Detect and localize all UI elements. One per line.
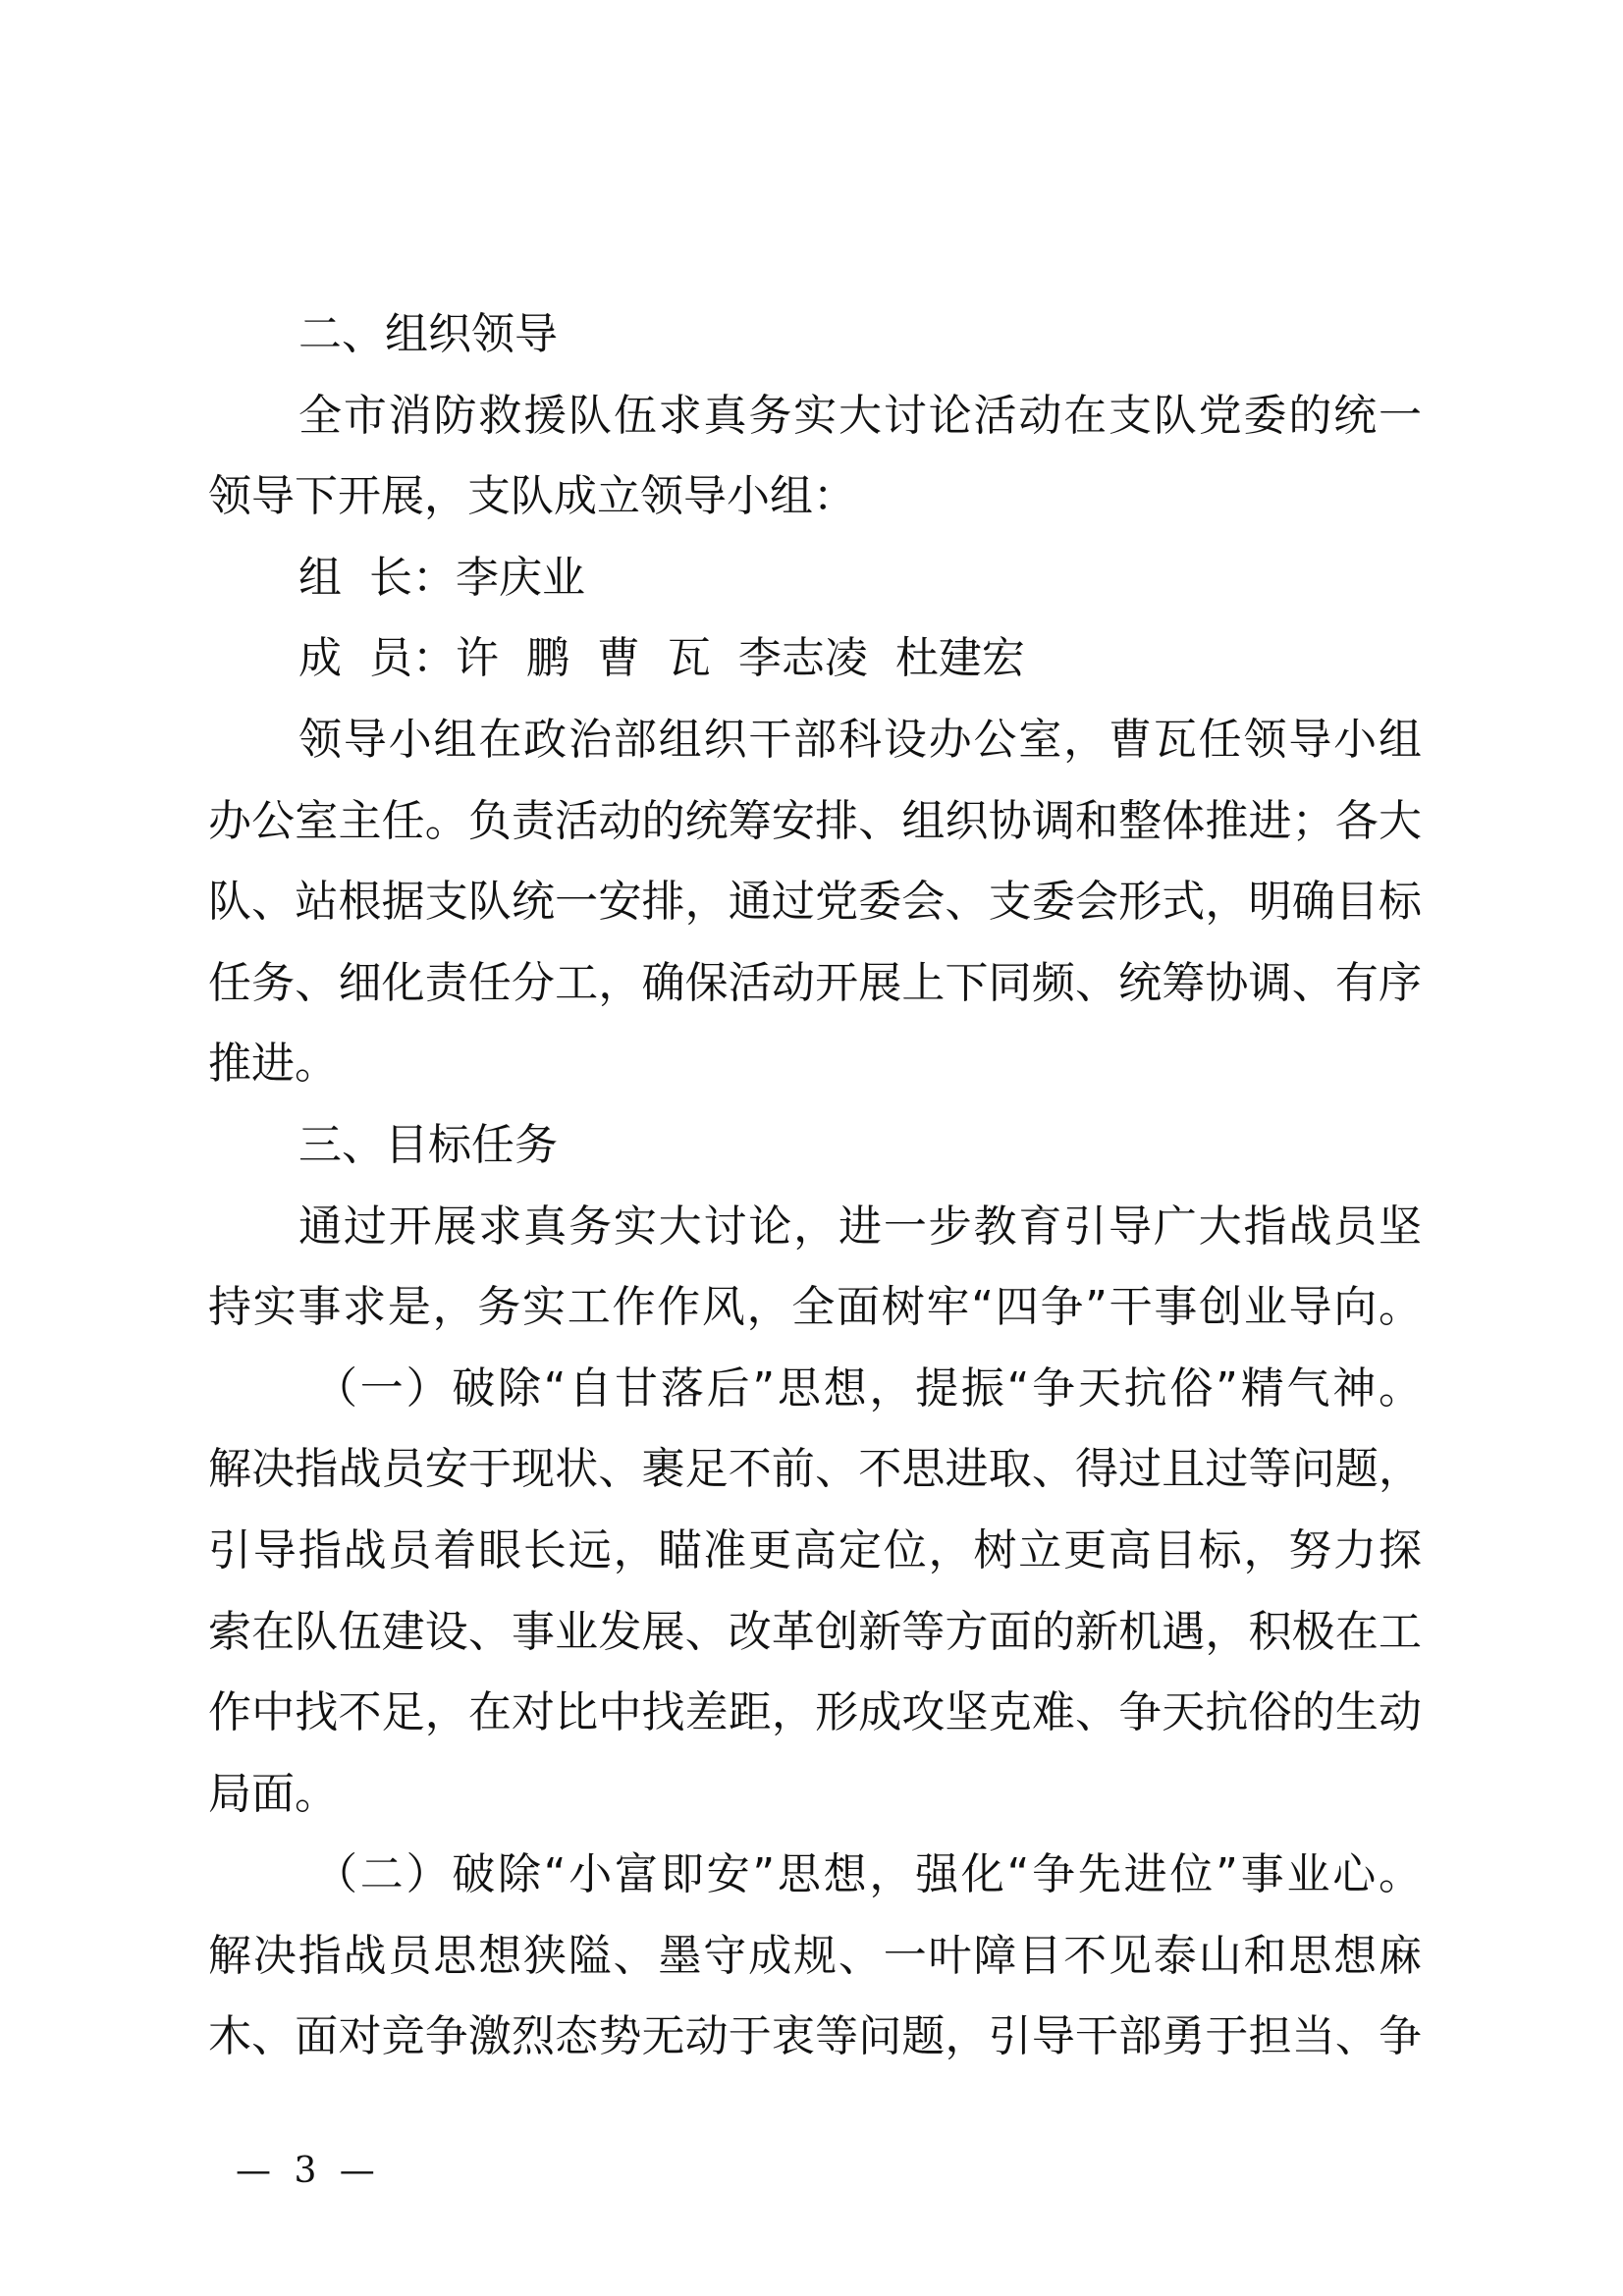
paragraph-line: 办公室主任。负责活动的统筹安排、组织协调和整体推进；各大 <box>208 795 1422 846</box>
section-heading: 二、组织领导 <box>298 309 558 359</box>
paragraph-line: 引导指战员着眼长远，瞄准更高定位，树立更高目标，努力探 <box>208 1524 1422 1575</box>
paragraph-line: 木、面对竞争激烈态势无动于衷等问题，引导干部勇于担当、争 <box>208 2011 1422 2062</box>
paragraph-line: 领导下开展，支队成立领导小组： <box>208 471 856 522</box>
group-members-line: 成 员：许 鹏 曹 瓦 李志凌 杜建宏 <box>298 633 1025 684</box>
paragraph-line: 索在队伍建设、事业发展、改革创新等方面的新机遇，积极在工 <box>208 1606 1422 1657</box>
paragraph-line: 通过开展求真务实大讨论，进一步教育引导广大指战员坚 <box>298 1201 1422 1252</box>
subsection-heading: （一）破除“自甘落后”思想，提振“争天抗俗”精气神。 <box>314 1362 1422 1414</box>
group-leader-line: 组 长：李庆业 <box>298 552 585 603</box>
paragraph-line: 推进。 <box>208 1039 338 1090</box>
paragraph-line: 持实事求是，务实工作作风，全面树牢“四争”干事创业导向。 <box>208 1282 1422 1333</box>
paragraph-line: 任务、细化责任分工，确保活动开展上下同频、统筹协调、有序 <box>208 957 1422 1008</box>
paragraph-line: 解决指战员思想狭隘、墨守成规、一叶障目不见泰山和思想麻 <box>208 1930 1422 1981</box>
page-number: — 3 — <box>236 2151 381 2191</box>
paragraph-line: 队、站根据支队统一安排，通过党委会、支委会形式，明确目标 <box>208 877 1422 928</box>
paragraph-line: 全市消防救援队伍求真务实大讨论活动在支队党委的统一 <box>298 390 1422 441</box>
paragraph-line: 解决指战员安于现状、裹足不前、不思进取、得过且过等问题， <box>208 1444 1422 1495</box>
document-body <box>208 294 1422 2078</box>
paragraph-line: 局面。 <box>208 1768 338 1819</box>
paragraph-line: 领导小组在政治部组织干部科设办公室，曹瓦任领导小组 <box>298 714 1422 765</box>
paragraph-line: 作中找不足，在对比中找差距，形成攻坚克难、争天抗俗的生动 <box>208 1687 1422 1738</box>
section-heading: 三、目标任务 <box>298 1119 558 1170</box>
subsection-heading: （二）破除“小富即安”思想，强化“争先进位”事业心。 <box>314 1849 1422 1900</box>
